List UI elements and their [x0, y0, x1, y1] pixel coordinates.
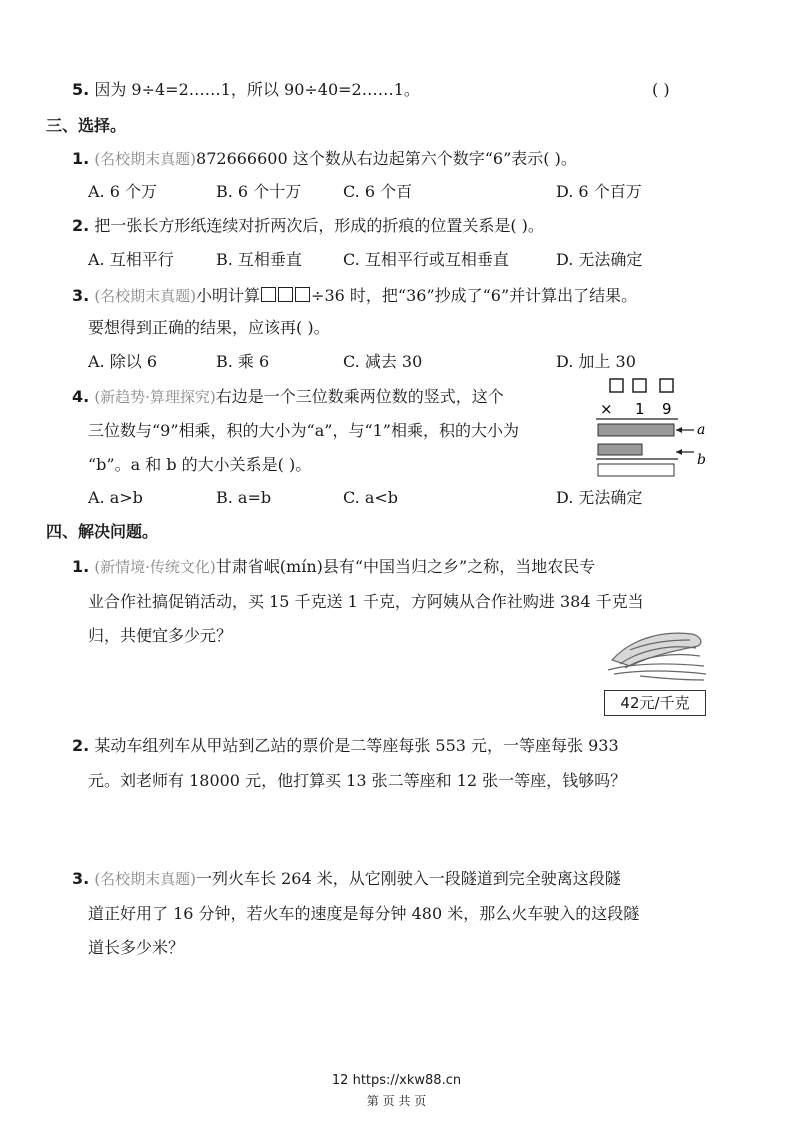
arrow-a-head: [676, 427, 682, 433]
problem-text-line2: 道正好用了 16 分钟，若火车的速度是每分钟 480 米，那么火车驶入的这段隧: [88, 904, 640, 923]
question-text-part1: 小明计算: [196, 286, 261, 305]
option-a[interactable]: A. 除以 6: [88, 352, 157, 371]
answer-parentheses[interactable]: ( ): [652, 80, 670, 99]
option-a[interactable]: A. 6 个万: [88, 182, 157, 201]
product-bar-a: [598, 424, 674, 436]
question-text: 把一张长方形纸连续对折两次后，形成的折痕的位置关系是( )。: [94, 216, 544, 235]
section-title-choice: 三、选择。: [46, 116, 127, 135]
problem-text-line3: 归，共便宜多少元？: [88, 626, 233, 645]
product-bar-sum: [598, 464, 674, 476]
blank-digit-box: [278, 287, 293, 302]
arrow-b-head: [676, 449, 682, 455]
digit-box: [660, 379, 673, 392]
option-b[interactable]: B. 乘 6: [216, 352, 270, 371]
label-a: a: [697, 422, 706, 438]
times-sign: ×: [600, 400, 613, 418]
blank-digit-box: [261, 287, 276, 302]
price-label: 42元/千克: [604, 690, 706, 716]
product-bar-b: [598, 444, 642, 455]
source-tag: (新趋势·算理探究): [94, 388, 216, 406]
problem-3: [72, 869, 621, 889]
option-d[interactable]: D. 无法确定: [556, 488, 643, 507]
question-5: [72, 80, 420, 100]
question-number: 1.: [72, 557, 90, 576]
option-a[interactable]: A. 互相平行: [88, 250, 174, 269]
multiplier-digit-ones: 9: [662, 400, 672, 418]
question-number: 3.: [72, 869, 90, 888]
vertical-multiplication-diagram: [590, 374, 720, 486]
question-text-line2: 三位数与“9”相乘，积的大小为“a”，与“1”相乘，积的大小为: [88, 421, 519, 440]
problem-1: [72, 557, 595, 577]
angelica-root-illustration: [600, 620, 710, 684]
source-tag: (名校期末真题): [94, 150, 197, 168]
option-b[interactable]: B. 互相垂直: [216, 250, 302, 269]
question-text-part2: ÷36 时，把“36”抄成了“6”并计算出了结果。: [311, 286, 638, 305]
question-number: 4.: [72, 387, 90, 406]
page-footer-label: 第 页 共 页: [366, 1094, 427, 1108]
problem-text-line3: 道长多少米？: [88, 938, 185, 957]
option-c[interactable]: C. 6 个百: [343, 182, 413, 201]
option-c[interactable]: C. 互相平行或互相垂直: [343, 250, 509, 269]
choice-question-3: [72, 286, 637, 306]
problem-text-line1: 一列火车长 264 米，从它刚驶入一段隧道到完全驶离这段隧: [196, 869, 621, 888]
question-number: 2.: [72, 736, 90, 755]
option-c[interactable]: C. a<b: [343, 488, 399, 507]
option-b[interactable]: B. a=b: [216, 488, 272, 507]
option-d[interactable]: D. 加上 30: [556, 352, 636, 371]
problem-text-line2: 业合作社搞促销活动，买 15 千克送 1 千克，方阿姨从合作社购进 384 千克当: [88, 592, 644, 611]
question-number: 3.: [72, 286, 90, 305]
option-b[interactable]: B. 6 个十万: [216, 182, 302, 201]
digit-box: [610, 379, 623, 392]
question-text-line2: 要想得到正确的结果，应该再( )。: [88, 318, 330, 337]
source-tag: (名校期末真题): [94, 870, 197, 888]
label-b: b: [697, 452, 706, 468]
option-d[interactable]: D. 6 个百万: [556, 182, 642, 201]
source-tag: (名校期末真题): [94, 287, 197, 305]
option-d[interactable]: D. 无法确定: [556, 250, 643, 269]
choice-question-4: [72, 387, 504, 407]
multiplier-digit-tens: 1: [635, 400, 645, 418]
digit-box: [633, 379, 646, 392]
question-number: 2.: [72, 216, 90, 235]
question-number: 1.: [72, 149, 90, 168]
option-a[interactable]: A. a>b: [88, 488, 143, 507]
problem-2: [72, 736, 619, 756]
question-text-line1: 右边是一个三位数乘两位数的竖式，这个: [215, 387, 504, 406]
problem-text-line2: 元。刘老师有 18000 元，他打算买 13 张二等座和 12 张一等座，钱够吗？: [88, 771, 627, 790]
choice-question-2: [72, 216, 544, 236]
question-text: 因为 9÷4=2……1，所以 90÷40=2……1。: [94, 80, 420, 99]
problem-text-line1: 甘肃省岷(mín)县有“中国当归之乡”之称，当地农民专: [215, 557, 596, 576]
choice-question-1: [72, 149, 577, 169]
question-number: 5.: [72, 80, 90, 99]
problem-text-line1: 某动车组列车从甲站到乙站的票价是二等座每张 553 元，一等座每张 933: [94, 736, 619, 755]
option-c[interactable]: C. 减去 30: [343, 352, 423, 371]
source-tag: (新情境·传统文化): [94, 558, 216, 576]
question-text: 872666600 这个数从右边起第六个数字“6”表示( )。: [196, 149, 577, 168]
section-title-solve: 四、解决问题。: [46, 522, 159, 541]
page-footer-url: 12 https://xkw88.cn: [331, 1073, 462, 1088]
question-text-line3: “b”。a 和 b 的大小关系是( )。: [88, 455, 312, 474]
blank-digit-box: [295, 287, 310, 302]
